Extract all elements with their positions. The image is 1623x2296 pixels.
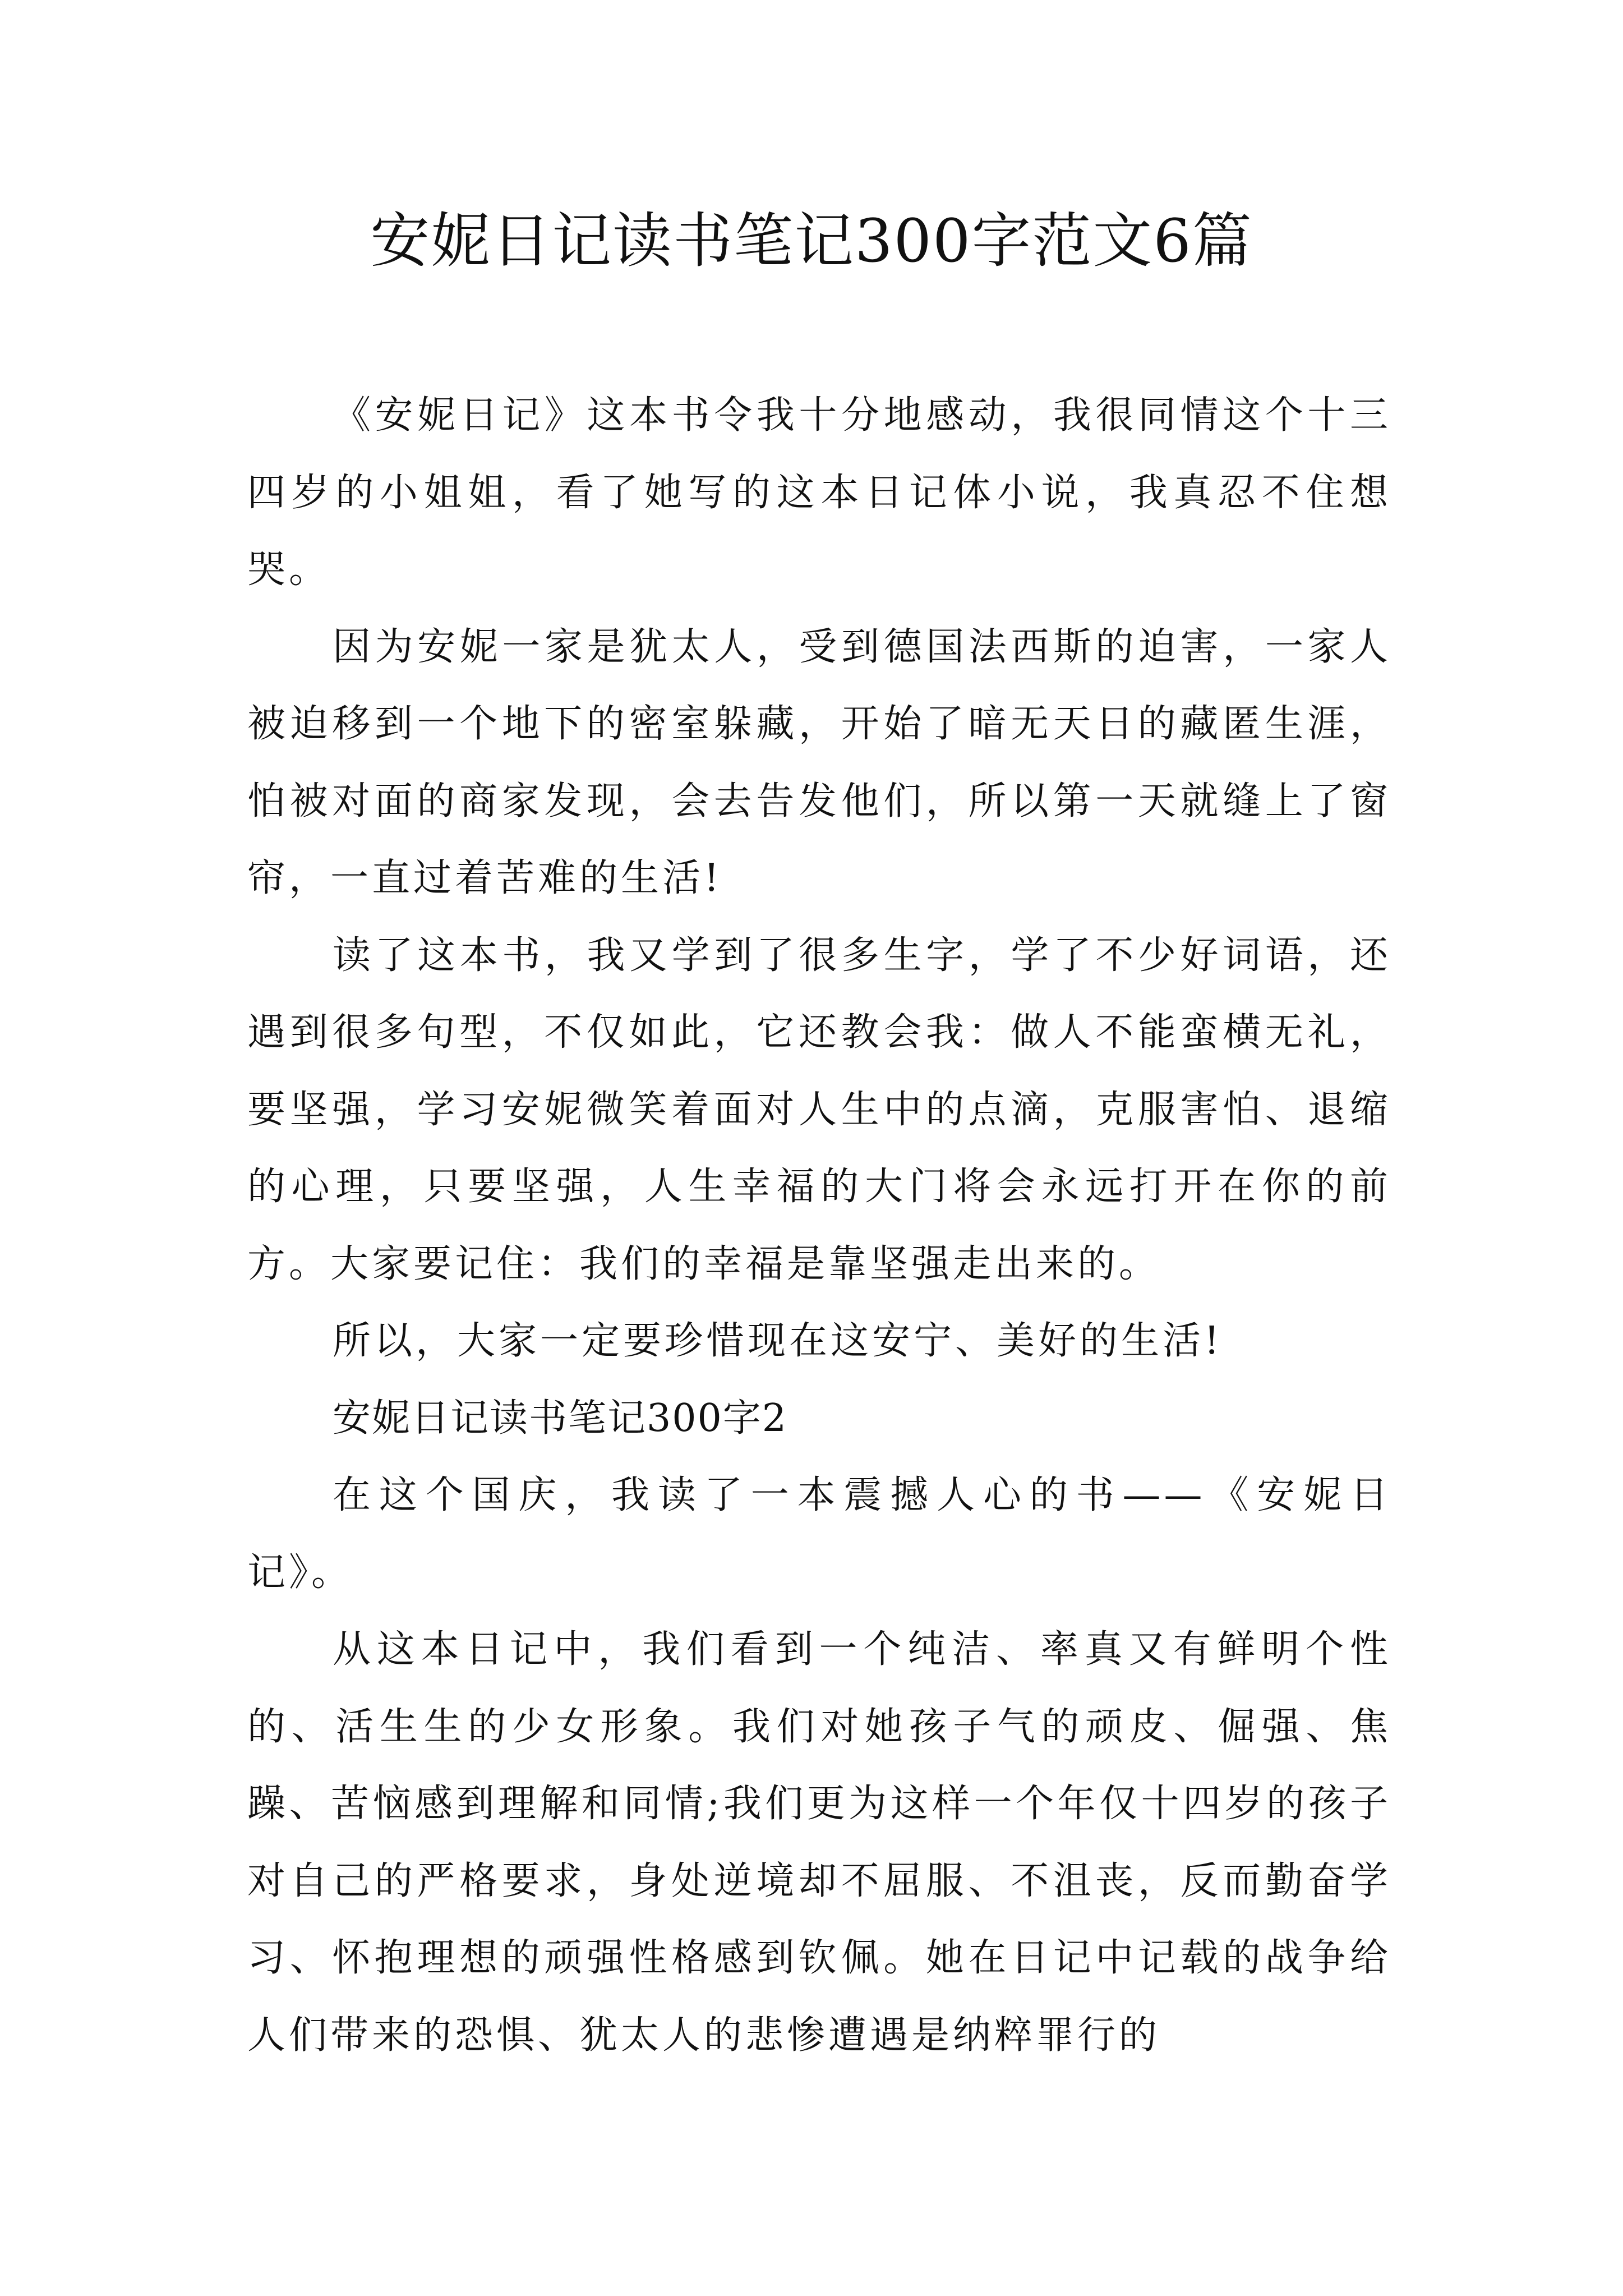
section-heading: 安妮日记读书笔记300字2	[333, 1396, 788, 1441]
paragraph: 所以，大家一定要珍惜现在这安宁、美好的生活!	[333, 1319, 1223, 1363]
paragraph: 在这个国庆，我读了一本震撼人心的书——《安妮日记》。	[247, 1473, 1391, 1595]
paragraph: 读了这本书，我又学到了很多生字，学了不少好词语，还遇到很多句型，不仅如此，它还教会我：做人不能蛮横无礼，要坚强，学习安妮微笑着面对人生中的点滴，克服害怕、退缩的心理，只要坚强，人生幸福的大门将会永远打开在你的前方。大家要记住：我们的幸福是靠坚强走出来的。	[247, 933, 1391, 1286]
document-body	[247, 377, 1391, 2074]
paragraph: 从这本日记中，我们看到一个纯洁、率真又有鲜明个性的、活生生的少女形象。我们对她孩子气的顽皮、倔强、焦躁、苦恼感到理解和同情;我们更为这样一个年仅十四岁的孩子对自己的严格要求，身处逆境却不屈服、不沮丧，反而勤奋学习、怀抱理想的顽强性格感到钦佩。她在日记中记载的战争给人们带来的恐惧、犹太人的悲惨遭遇是纳粹罪行的	[247, 1627, 1391, 2058]
paragraph: 因为安妮一家是犹太人，受到德国法西斯的迫害，一家人被迫移到一个地下的密室躲藏，开始了暗无天日的藏匿生涯，怕被对面的商家发现，会去告发他们，所以第一天就缝上了窗帘，一直过着苦难的生活!	[247, 624, 1391, 900]
paragraph: 《安妮日记》这本书令我十分地感动，我很同情这个十三四岁的小姐姐，看了她写的这本日记体小说，我真忍不住想哭。	[247, 393, 1391, 592]
document-title: 安妮日记读书笔记300字范文6篇	[370, 206, 1253, 275]
